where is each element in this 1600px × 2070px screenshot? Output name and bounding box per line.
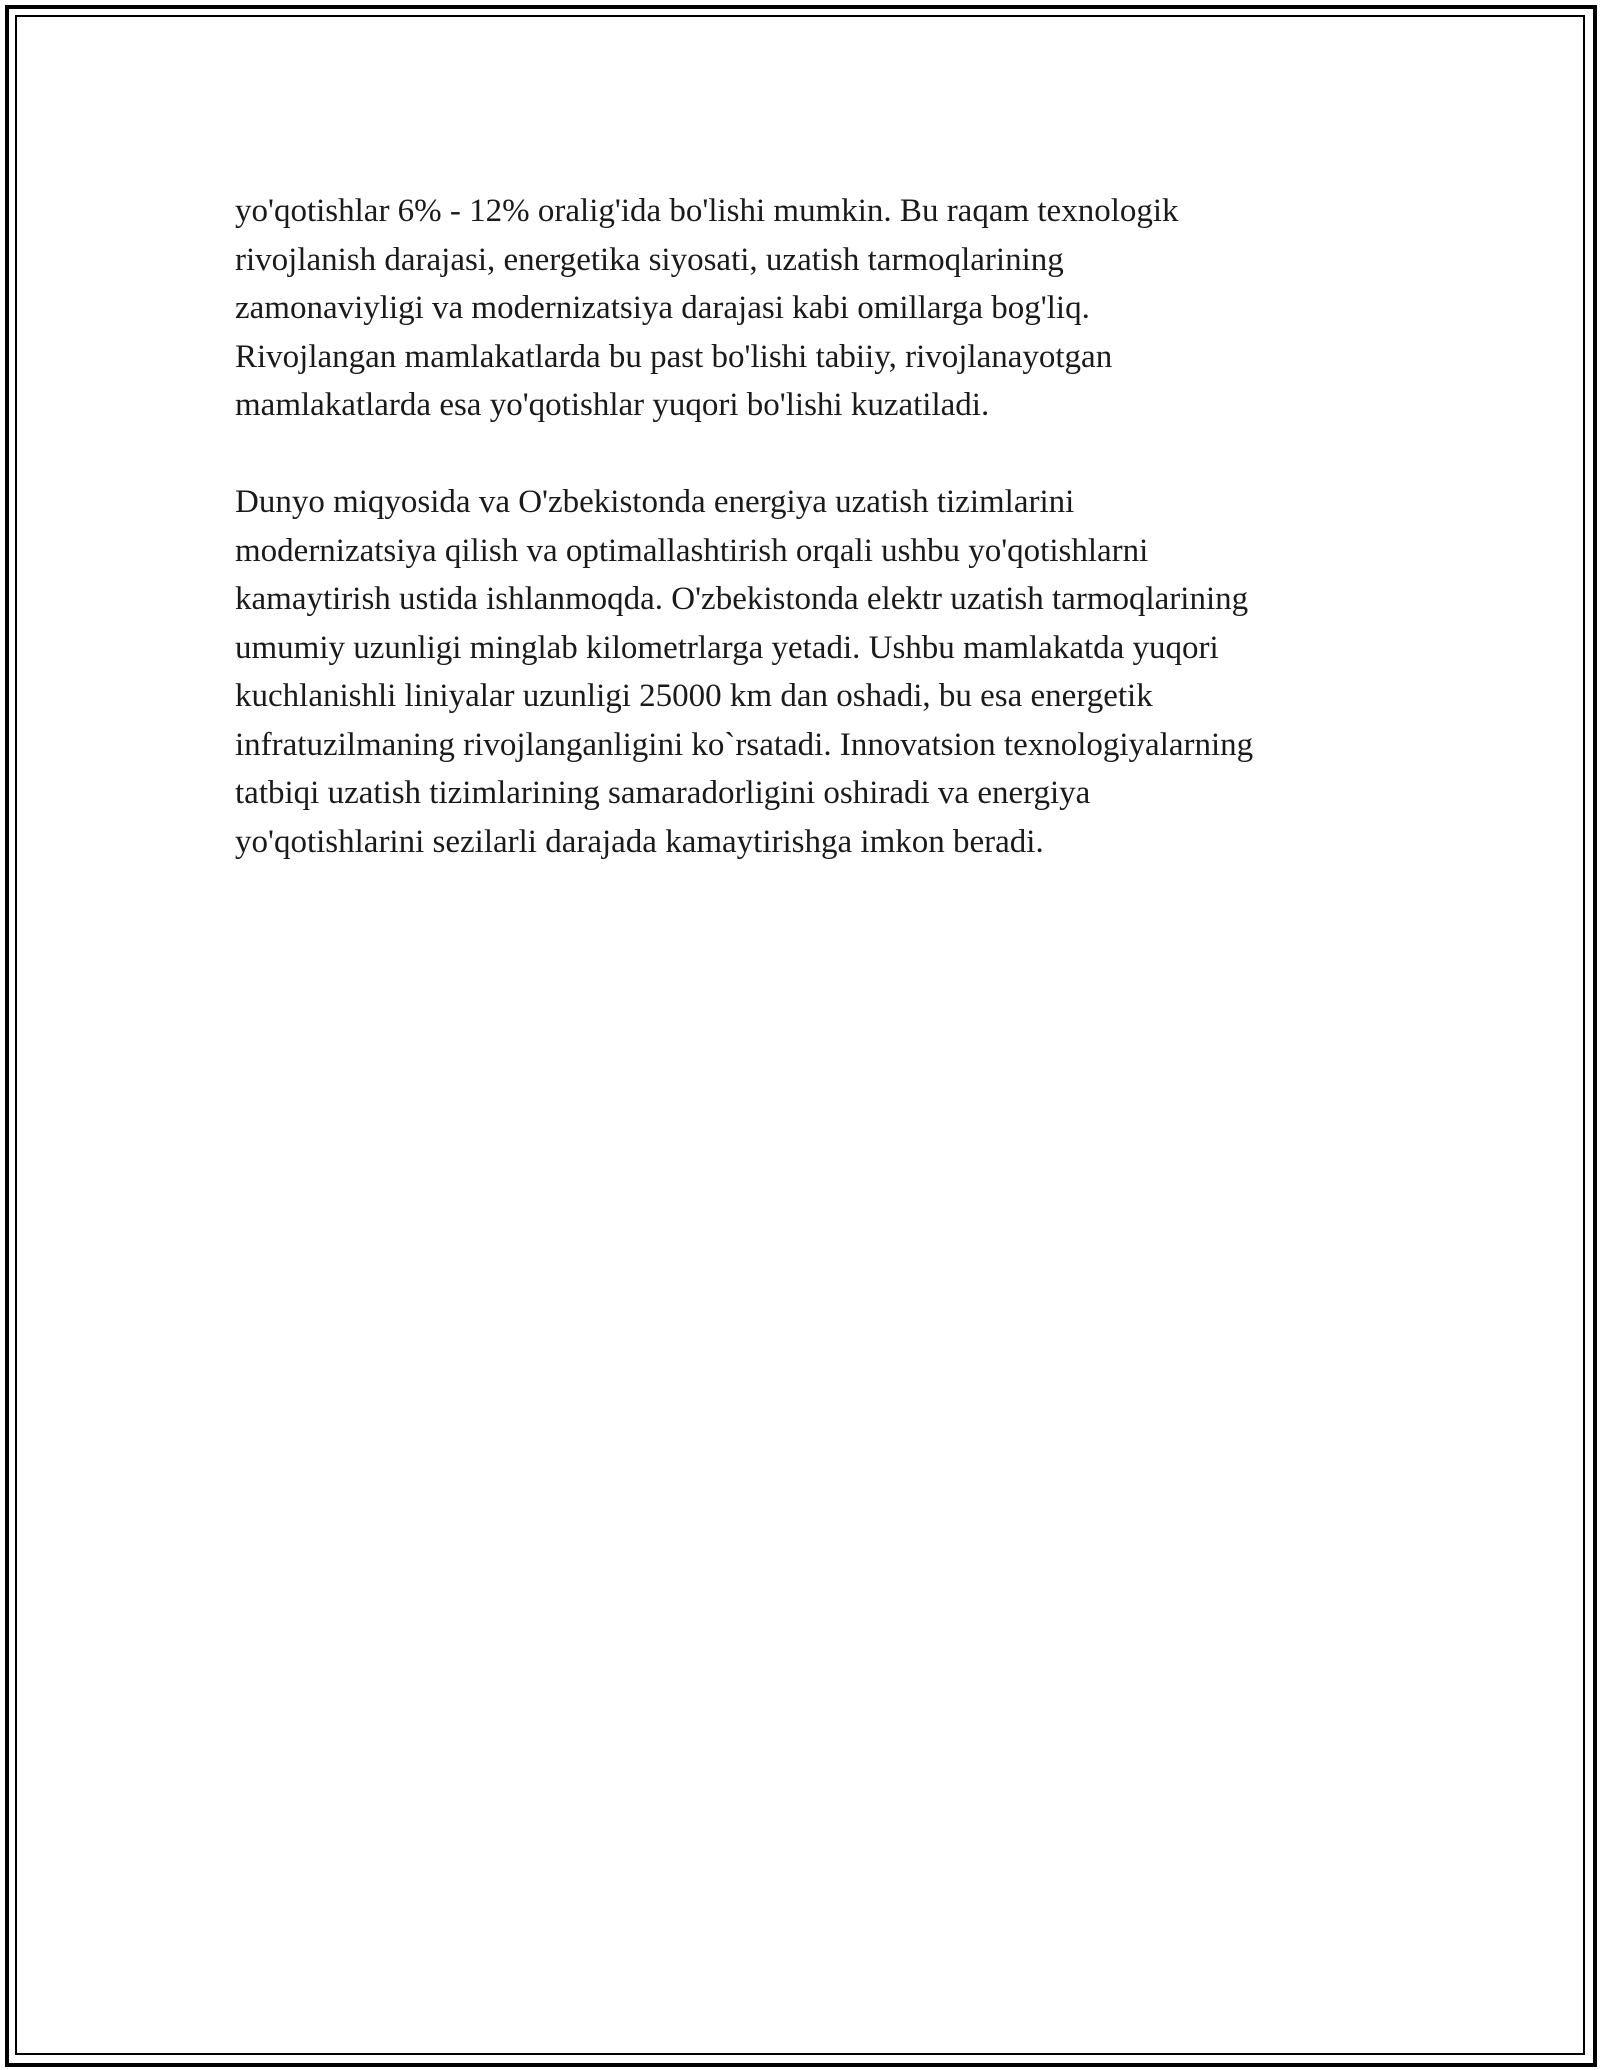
paragraph-1 <box>235 187 1365 430</box>
text-line: zamonaviyligi va modernizatsiya darajasi kabi omillarga bog'liq. <box>235 290 1090 326</box>
text-line: rivojlanish darajasi, energetika siyosati, uzatish tarmoqlarining <box>235 241 1064 278</box>
text-line: modernizatsiya qilish va optimallashtirish orqali ushbu yo'qotishlarni <box>235 532 1149 569</box>
text-line: tatbiqi uzatish tizimlarining samaradorligini oshiradi va energiya <box>235 775 1091 811</box>
text-line: yo'qotishlar 6% - 12% oralig'ida bo'lishi mumkin. Bu raqam texnologik <box>235 193 1179 229</box>
text-line: yo'qotishlarini sezilarli darajada kamaytirishga imkon beradi. <box>235 823 1044 860</box>
text-line: kamaytirish ustida ishlanmoqda. O'zbekistonda elektr uzatish tarmoqlarining <box>235 581 1249 617</box>
text-line: Dunyo miqyosida va O'zbekistonda energiya uzatish tizimlarini <box>235 484 1075 520</box>
document-body <box>235 187 1365 866</box>
paragraph-2 <box>235 478 1365 866</box>
text-line: infratuzilmaning rivojlanganligini ko`rsatadi. Innovatsion texnologiyalarning <box>235 726 1254 763</box>
text-line: kuchlanishli liniyalar uzunligi 25000 km dan oshadi, bu esa energetik <box>235 678 1153 714</box>
text-line: umumiy uzunligi minglab kilometrlarga yetadi. Ushbu mamlakatda yuqori <box>235 629 1219 666</box>
text-line: mamlakatlarda esa yo'qotishlar yuqori bo'lishi kuzatiladi. <box>235 387 990 423</box>
text-line: Rivojlangan mamlakatlarda bu past bo'lishi tabiiy, rivojlanayotgan <box>235 338 1113 375</box>
